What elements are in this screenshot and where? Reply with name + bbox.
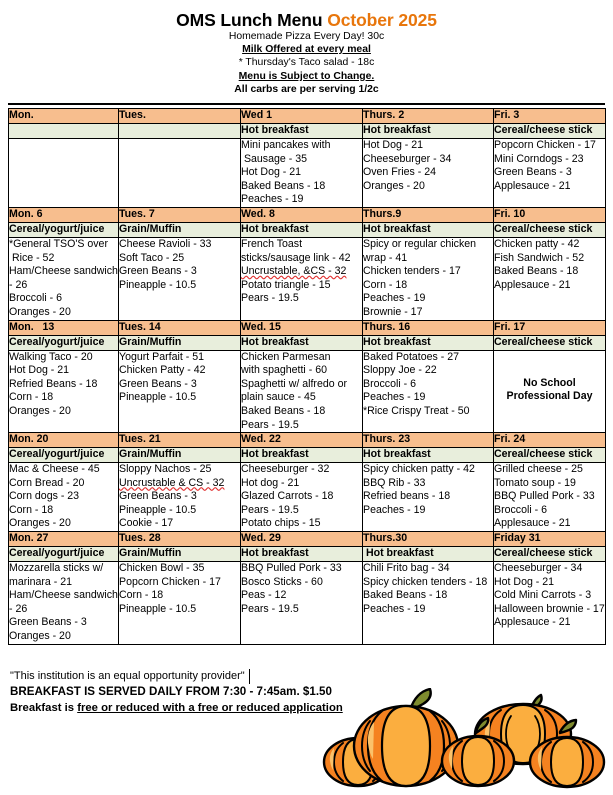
breakfast-row [9,448,606,463]
menu-item: Potato chips - 15 [241,517,321,530]
menu-items-cell [241,139,363,208]
menu-item: wrap - 41 [363,251,408,264]
breakfast-cell: Cereal/yogurt/juice [9,222,119,237]
menu-item: Peaches - 19 [363,391,426,404]
menu-item: Baked Potatoes - 27 [363,350,459,363]
menu-item: Mini pancakes with [241,139,331,151]
breakfast-cell: Hot breakfast [241,547,363,562]
menu-item: Cookie - 17 [119,517,174,530]
menu-item: Baked Beans - 18 [363,589,448,602]
week-header-row [9,433,606,448]
menu-item: Green Beans - 3 [119,265,197,278]
note-taco-salad: * Thursday's Taco salad - 18c [238,57,375,69]
menu-item: Hot dog - 21 [241,476,300,489]
menu-item: Cold Mini Carrots - 3 [494,589,592,602]
note-subject-to-change-text: Menu is Subject to Change. [238,70,375,82]
menu-item: Peaches - 19 [363,292,426,305]
breakfast-cell: Cereal/cheese stick [494,124,606,139]
menu-item: Green Beans - 3 [119,377,197,390]
menu-item: Applesauce - 21 [494,517,571,530]
breakfast-cell: Cereal/cheese stick [494,335,606,350]
menu-items-cell [9,139,119,208]
menu-header [0,0,613,96]
menu-item: Peaches - 19 [363,602,426,615]
week-header-row [9,532,606,547]
menu-item: French Toast [241,237,303,250]
menu-item: Sausage - 35 [241,152,307,165]
menu-item: BBQ Pulled Pork - 33 [494,490,595,503]
menu-item: Oranges - 20 [9,404,71,417]
menu-items-cell [363,562,494,645]
menu-item: Uncrustable, &CS - 32 [241,265,347,278]
day-header-cell: Mon. 13 [9,320,119,335]
menu-item: Pineapple - 10.5 [119,503,197,516]
menu-item: Mac & Cheese - 45 [9,463,100,476]
menu-item: *General TSO'S over [9,237,108,250]
menu-items-row [9,463,606,532]
menu-item: Corn - 18 [9,391,54,404]
header-divider [8,103,605,105]
menu-item: Green Beans - 3 [494,166,572,179]
menu-item: Pineapple - 10.5 [119,602,197,615]
menu-item: Glazed Carrots - 18 [241,490,334,503]
day-header-cell: Wed 1 [241,109,363,124]
day-header-cell: Mon. [9,109,119,124]
day-header-cell: Fri. 10 [494,207,606,222]
breakfast-cell: Hot breakfast [241,448,363,463]
menu-item: Applesauce - 21 [494,278,571,291]
day-header-cell: Thurs. 2 [363,109,494,124]
equal-opportunity-statement: "This institution is an equal opportunity provider" [10,669,250,684]
menu-items-row [9,139,606,208]
menu-items-cell [119,562,241,645]
breakfast-cell: Grain/Muffin [119,222,241,237]
menu-item: Potato triangle - 15 [241,278,331,291]
menu-item: *Rice Crispy Treat - 50 [363,404,470,417]
day-header-cell: Thurs. 16 [363,320,494,335]
menu-item: Applesauce - 21 [494,179,571,192]
menu-item: Corn - 18 [9,503,54,516]
breakfast-row [9,547,606,562]
breakfast-cell: Hot breakfast [241,335,363,350]
menu-item: Grilled cheese - 25 [494,463,583,476]
menu-item: Refried Beans - 18 [9,377,98,390]
menu-item: Baked Beans - 18 [494,265,579,278]
menu-item: Peas - 12 [241,589,287,602]
no-school-notice: No School Professional Day [506,376,593,403]
breakfast-cell: Hot breakfast [363,335,494,350]
menu-items-cell [363,350,494,433]
menu-item: Pineapple - 10.5 [119,278,197,291]
menu-item: Popcorn Chicken - 17 [119,575,221,588]
menu-item: Chicken Bowl - 35 [119,562,205,575]
menu-item: Halloween brownie - 17 [494,602,605,615]
menu-item: Corn dogs - 23 [9,490,80,503]
menu-items-cell [9,237,119,320]
breakfast-cell: Hot breakfast [363,124,494,139]
menu-item: Walking Taco - 20 [9,350,93,363]
day-header-cell: Mon. 20 [9,433,119,448]
day-header-cell: Tues. 14 [119,320,241,335]
menu-item: Peaches - 19 [241,193,304,206]
menu-item: Corn - 18 [119,589,164,602]
pumpkins-illustration [318,688,608,790]
menu-items-cell [119,139,241,208]
breakfast-hours: BREAKFAST IS SERVED DAILY FROM 7:30 - 7:45am. $1.50 [10,685,332,698]
menu-item: Popcorn Chicken - 17 [494,139,596,151]
menu-item: Spicy chicken tenders - 18 [363,575,488,588]
day-header-cell: Thurs. 23 [363,433,494,448]
menu-item: plain sauce - 45 [241,391,316,404]
menu-item: Chicken Parmesan [241,350,331,363]
menu-item: Spicy or regular chicken [363,237,477,250]
menu-item: Hot Dog - 21 [9,364,70,377]
day-header-cell: Fri. 17 [494,320,606,335]
breakfast-cell: Cereal/cheese stick [494,448,606,463]
menu-item: Cheeseburger - 34 [363,152,452,165]
menu-item: Pears - 19.5 [241,602,299,615]
menu-items-cell [241,562,363,645]
day-header-cell: Mon. 6 [9,207,119,222]
breakfast-cell [119,124,241,139]
breakfast-cell: Hot breakfast [363,547,494,562]
day-header-cell: Tues. 7 [119,207,241,222]
menu-item: Chicken tenders - 17 [363,265,461,278]
breakfast-cell: Cereal/yogurt/juice [9,335,119,350]
menu-items-cell [119,350,241,433]
menu-items-cell [494,139,606,208]
day-header-cell: Mon. 27 [9,532,119,547]
menu-items-cell [363,463,494,532]
menu-item: Ham/Cheese sandwich [9,265,118,278]
day-header-cell: Wed. 22 [241,433,363,448]
menu-item: Uncrustable & CS - 32 [119,476,225,489]
menu-item: Broccoli - 6 [9,292,62,305]
menu-item: Hot Dog - 21 [363,139,424,151]
week-header-row [9,320,606,335]
breakfast-cell: Hot breakfast [363,222,494,237]
menu-items-row [9,237,606,320]
note-carbs: All carbs are per serving 1/2c [234,83,379,95]
menu-items-cell [494,237,606,320]
day-header-cell: Tues. 21 [119,433,241,448]
menu-item: Oven Fries - 24 [363,166,437,179]
breakfast-cell [9,124,119,139]
lunch-menu-calendar [8,108,606,645]
day-header-cell: Friday 31 [494,532,606,547]
breakfast-free-reduced-prefix: Breakfast is [10,702,78,714]
day-header-cell: Tues. 28 [119,532,241,547]
menu-item: Corn - 18 [363,278,408,291]
menu-item: Yogurt Parfait - 51 [119,350,204,363]
note-milk-text: Milk Offered at every meal [242,44,371,56]
breakfast-cell: Cereal/cheese stick [494,222,606,237]
week-header-row [9,109,606,124]
menu-items-cell [241,350,363,433]
page-title [0,10,613,30]
menu-item: Broccoli - 6 [363,377,416,390]
day-header-cell: Wed. 29 [241,532,363,547]
breakfast-cell: Cereal/cheese stick [494,547,606,562]
day-header-cell: Fri. 3 [494,109,606,124]
menu-item: Cheeseburger - 34 [494,562,583,575]
week-header-row [9,207,606,222]
menu-item: Corn Bread - 20 [9,476,85,489]
menu-items-cell [241,237,363,320]
day-header-cell: Tues. [119,109,241,124]
menu-items-cell [119,463,241,532]
menu-item: Oranges - 20 [9,305,71,318]
menu-item: Ham/Cheese sandwich [9,589,118,602]
menu-item: Broccoli - 6 [494,503,547,516]
menu-items-cell [9,562,119,645]
day-header-cell: Thurs.9 [363,207,494,222]
menu-item: marinara - 21 [9,575,72,588]
menu-item: Sloppy Joe - 22 [363,364,437,377]
menu-item: Hot Dog - 21 [241,166,302,179]
breakfast-cell: Cereal/yogurt/juice [9,448,119,463]
page-title-month: October 2025 [327,10,437,30]
note-pizza: Homemade Pizza Every Day! 30c [228,31,385,42]
menu-items-cell [363,139,494,208]
menu-item: Chicken Patty - 42 [119,364,206,377]
day-header-cell: Wed. 8 [241,207,363,222]
menu-items-cell [241,463,363,532]
breakfast-cell: Hot breakfast [363,448,494,463]
menu-item: sticks/sausage link - 42 [241,251,351,264]
menu-item: Applesauce - 21 [494,616,571,629]
menu-item: Green Beans - 3 [9,616,87,629]
menu-item: - 26 [9,278,28,291]
menu-items-cell [9,350,119,433]
menu-item: Cheese Ravioli - 33 [119,237,212,250]
breakfast-row [9,222,606,237]
menu-item: Baked Beans - 18 [241,179,326,192]
menu-item: Soft Taco - 25 [119,251,185,264]
menu-items-cell [9,463,119,532]
menu-items-cell [119,237,241,320]
menu-item: Fish Sandwich - 52 [494,251,585,264]
menu-item: Oranges - 20 [9,517,71,530]
menu-item: Baked Beans - 18 [241,404,326,417]
menu-item: Refried beans - 18 [363,490,451,503]
menu-items-cell [494,463,606,532]
breakfast-cell: Hot breakfast [241,222,363,237]
menu-items-cell [494,562,606,645]
menu-item: Hot Dog - 21 [494,575,555,588]
menu-item: Spicy chicken patty - 42 [363,463,475,476]
menu-item: Oranges - 20 [9,630,71,643]
menu-item: Pears - 19.5 [241,292,299,305]
menu-item: Cheeseburger - 32 [241,463,330,476]
menu-item: Chili Frito bag - 34 [363,562,450,575]
menu-items-row [9,562,606,645]
note-subject-to-change [0,70,613,83]
breakfast-row [9,335,606,350]
menu-item: Bosco Sticks - 60 [241,575,323,588]
menu-item: Tomato soup - 19 [494,476,576,489]
menu-item: Pineapple - 10.5 [119,391,197,404]
menu-item: Sloppy Nachos - 25 [119,463,212,476]
menu-item: BBQ Pulled Pork - 33 [241,562,342,575]
day-header-cell: Thurs.30 [363,532,494,547]
menu-items-cell [363,237,494,320]
menu-item: Mini Corndogs - 23 [494,152,584,165]
day-header-cell: Fri. 24 [494,433,606,448]
menu-item: Green Beans - 3 [119,490,197,503]
page-title-main: OMS Lunch Menu [176,10,328,30]
menu-item: Chicken patty - 42 [494,237,580,250]
menu-item: Spaghetti w/ alfredo or [241,377,347,390]
menu-item: Rice - 52 [9,251,55,264]
breakfast-cell: Grain/Muffin [119,448,241,463]
day-header-cell: Wed. 15 [241,320,363,335]
menu-item: Brownie - 17 [363,305,423,318]
breakfast-cell: Grain/Muffin [119,335,241,350]
footer-line1-wrap [10,666,430,684]
menu-item: - 26 [9,602,28,615]
menu-item: Pears - 19.5 [241,503,299,516]
breakfast-row [9,124,606,139]
menu-item: Peaches - 19 [363,503,426,516]
menu-item: Pears - 19.5 [241,418,299,431]
menu-item: BBQ Rib - 33 [363,476,426,489]
menu-items-row [9,350,606,433]
menu-item: with spaghetti - 60 [241,364,327,377]
menu-item: Oranges - 20 [363,179,425,192]
menu-items-cell [494,350,606,433]
menu-item: Mozzarella sticks w/ [9,562,104,575]
breakfast-cell: Grain/Muffin [119,547,241,562]
note-milk [0,43,613,56]
breakfast-cell: Hot breakfast [241,124,363,139]
breakfast-free-reduced-link: free or reduced with a free or reduced application [77,702,343,714]
breakfast-cell: Cereal/yogurt/juice [9,547,119,562]
